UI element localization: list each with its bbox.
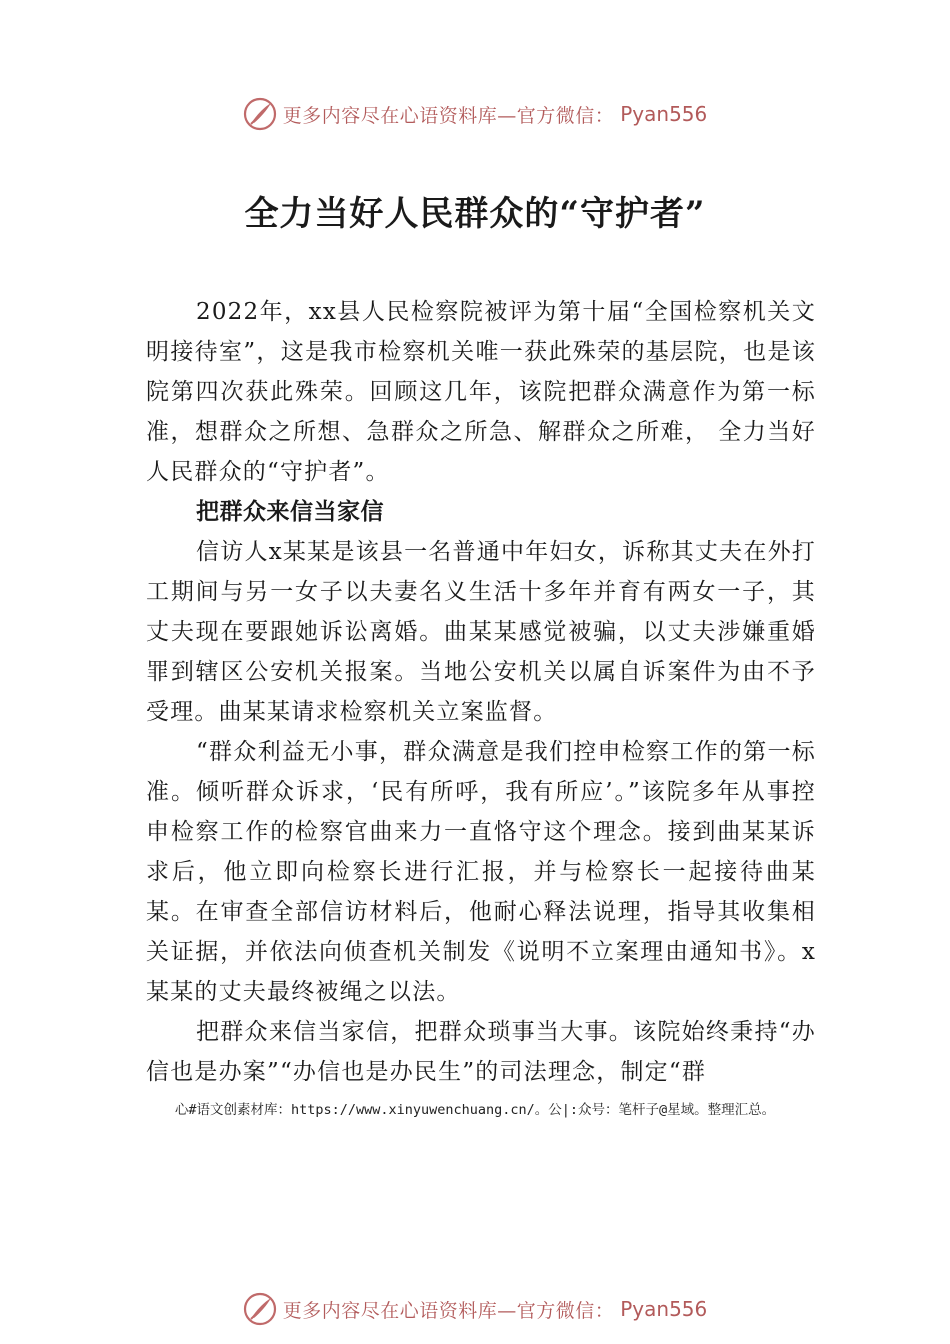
paragraph-case: 信访人x某某是该县一名普通中年妇女，诉称其丈夫在外打工期间与另一女子以夫妻名义生活十多年并育有两女一子，其丈夫现在要跟她诉讼离婚。曲某某感觉被骗，以丈夫涉嫌重婚罪到辖区公安机关报案。当地公安机关以属自诉案件为由不予受理。曲某某请求检察机关立案监督。 bbox=[146, 539, 816, 725]
paragraph-quote: “群众利益无小事，群众满意是我们控申检察工作的第一标准。倾听群众诉求，‘民有所呼，我有所应’。”该院多年从事控申检察工作的检察官曲来力一直恪守这个理念。接到曲某某诉求后，他立即向检察长进行汇报，并与检察长一起接待曲某某。在审查全部信访材料后，他耐心释法说理，指导其收集相关证据，并依法向侦查机关制发《说明不立案理由通知书》。x某某的丈夫最终被绳之以法。 bbox=[146, 739, 816, 1005]
source-footnote: 心#语文创素材库：https://www.xinyuwenchuang.cn/。公|:众号：笔杆子@星域。整理汇总。 bbox=[174, 1102, 776, 1118]
quill-logo-icon bbox=[243, 1292, 277, 1326]
quill-logo-icon bbox=[243, 97, 277, 131]
paragraph-intro: 2022年，xx县人民检察院被评为第十届“全国检察机关文明接待室”，这是我市检察机关唯一获此殊荣的基层院，也是该院第四次获此殊荣。回顾这几年，该院把群众满意作为第一标准，想群众之所想、急群众之所急、解群众之所难， 全力当好人民群众的“守护者”。 bbox=[146, 299, 816, 485]
article-body bbox=[146, 292, 816, 1092]
watermark-wechat-id: Pyan556 bbox=[620, 102, 708, 126]
watermark-text: 更多内容尽在心语资料库—官方微信： bbox=[282, 104, 615, 127]
watermark-wechat-id: Pyan556 bbox=[620, 1297, 708, 1321]
paragraph-philosophy: 把群众来信当家信，把群众琐事当大事。该院始终秉持“办信也是办案”“办信也是办民生”的司法理念，制定“群 bbox=[146, 1019, 816, 1085]
footer-watermark bbox=[0, 1289, 950, 1329]
article-title: 全力当好人民群众的“守护者” bbox=[244, 194, 706, 234]
header-watermark bbox=[0, 94, 950, 134]
watermark-text: 更多内容尽在心语资料库—官方微信： bbox=[282, 1299, 615, 1322]
section-heading: 把群众来信当家信 bbox=[196, 499, 384, 525]
